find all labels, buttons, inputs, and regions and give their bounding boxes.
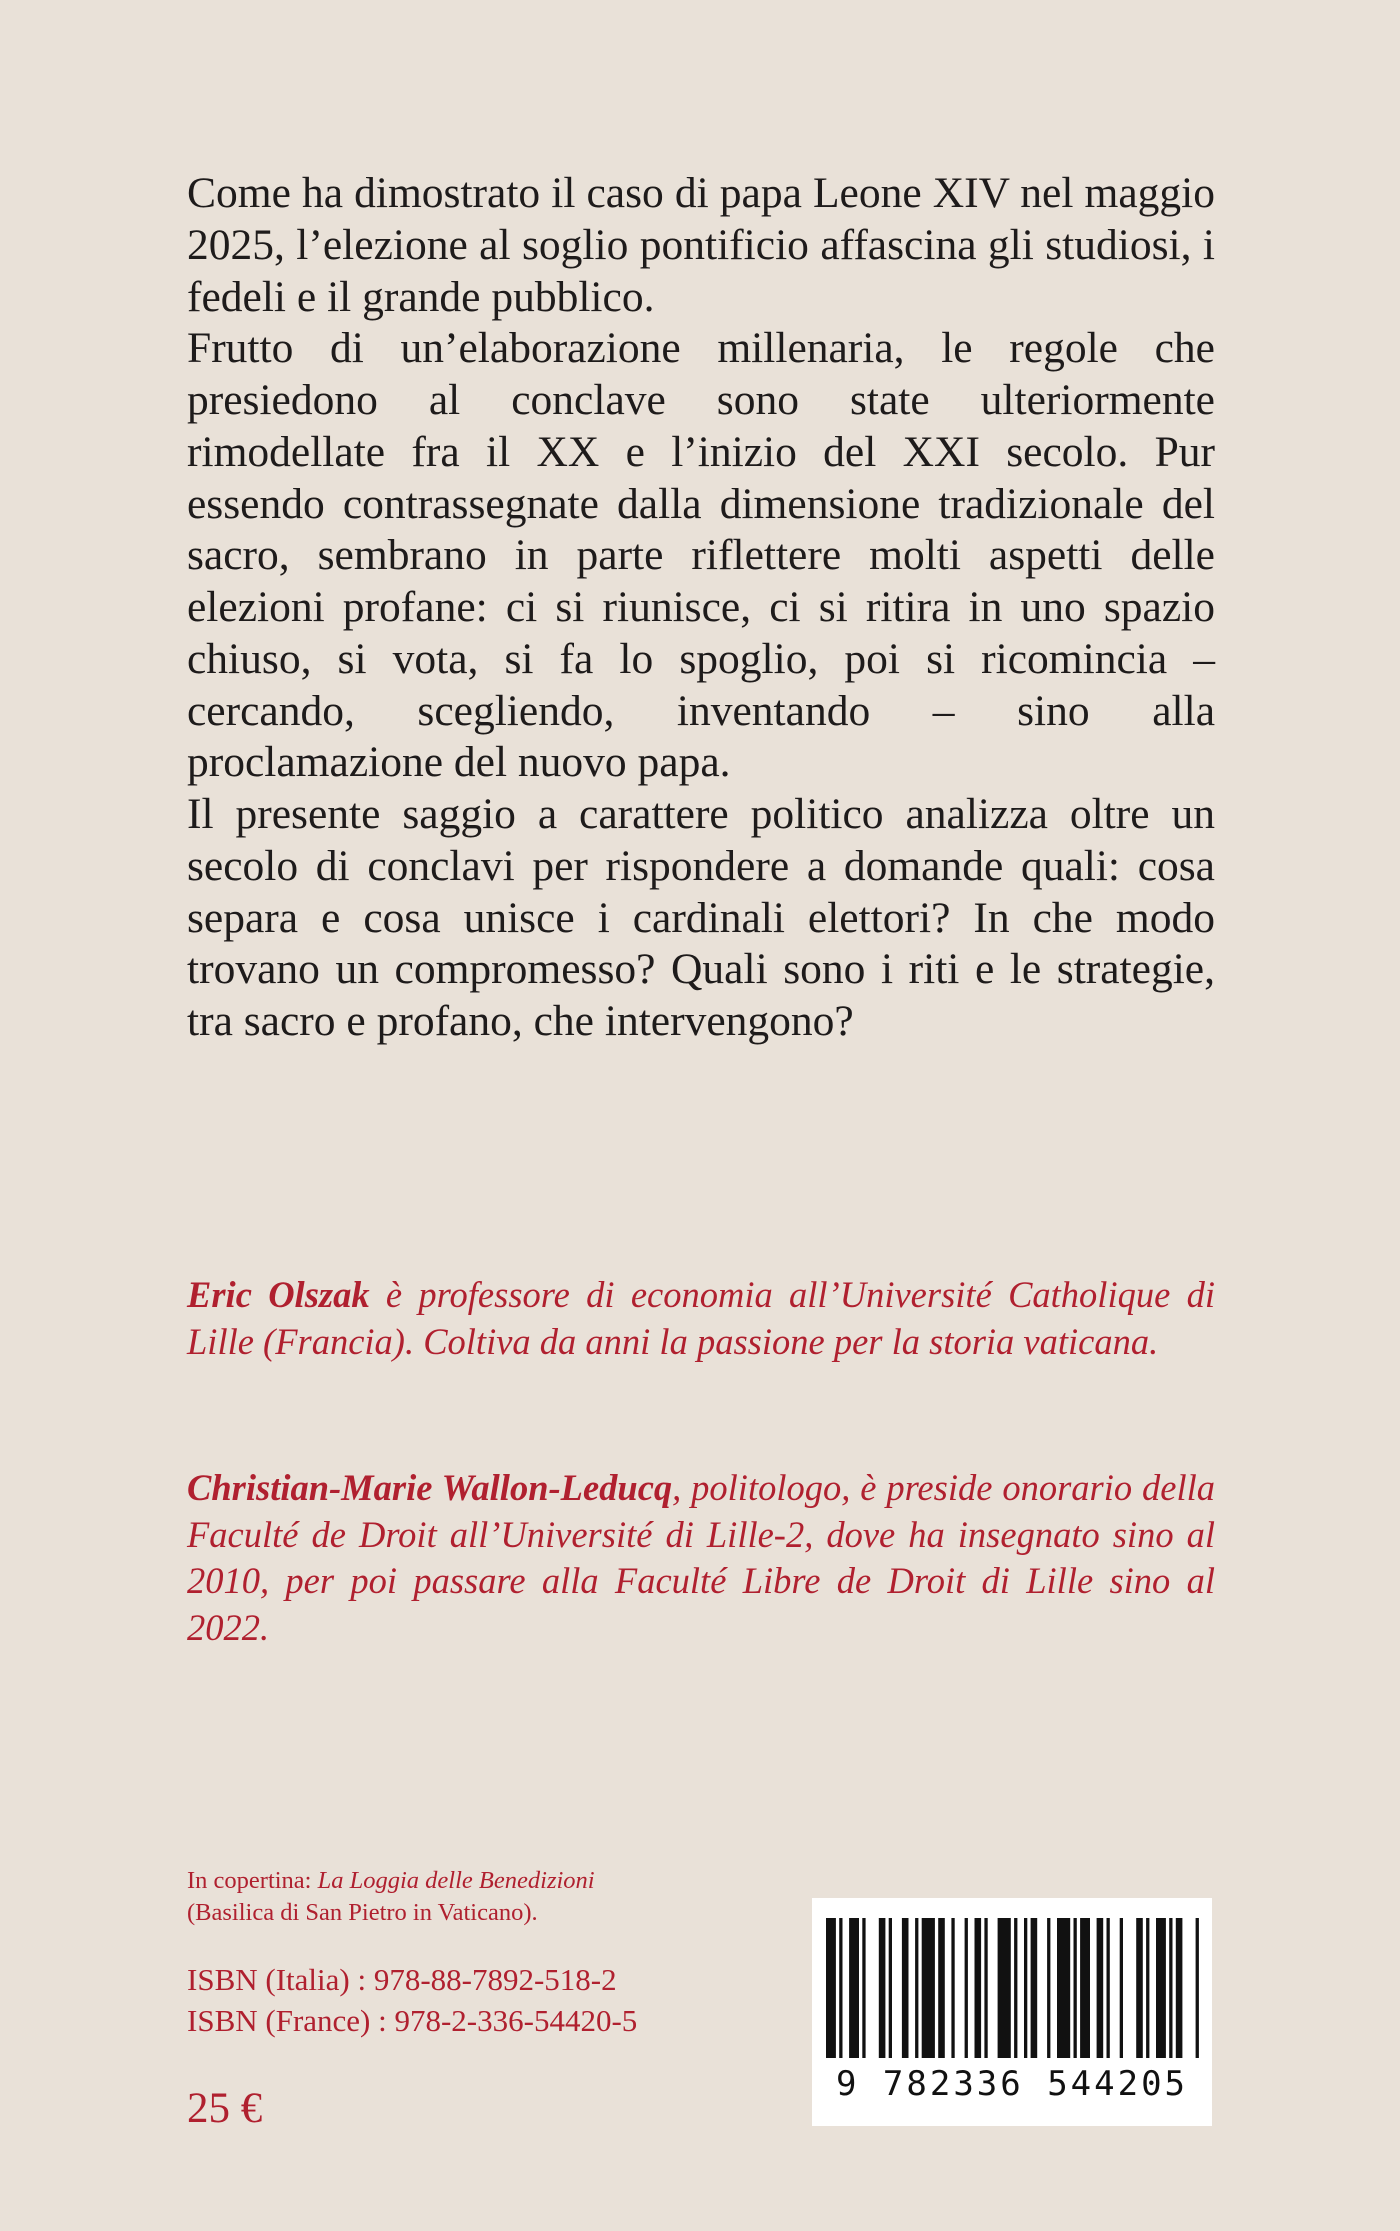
barcode-bar [1024,1918,1027,2058]
barcode [812,1898,1212,2126]
barcode-bar [889,1918,892,2058]
barcode-bar [1176,1918,1183,2058]
barcode-bar [1169,1918,1172,2058]
barcode-bar [1136,1918,1143,2058]
barcode-bar [1080,1918,1090,2058]
barcode-bar [849,1918,859,2058]
barcode-bar [839,1918,842,2058]
isbn-block [187,1960,637,2042]
author-bio-text-olszak: è professore di economia all’Université Catholique di Lille (Francia). Coltiva da anni la passione per la storia vaticana. [187,1274,1215,1362]
back-cover-blurb [187,168,1215,1048]
barcode-bar [1031,1918,1038,2058]
barcode-bar [965,1918,968,2058]
cover-credit-title: La Loggia delle Benedizioni [317,1867,595,1894]
barcode-bar [938,1918,945,2058]
author-name-wallon-leducq: Christian-Marie Wallon-Leducq [187,1467,673,1508]
barcode-bar [984,1918,987,2058]
blurb-paragraph-1: Come ha dimostrato il caso di papa Leone XIV nel maggio 2025, l’elezione al soglio pontificio affascina gli studiosi, i fedeli e il grande pubblico. [187,169,1215,321]
barcode-bar [1097,1918,1104,2058]
barcode-bar [1074,1918,1077,2058]
price: 25 € [187,2085,263,2132]
isbn-france: ISBN (France) : 978-2-336-54420-5 [187,2002,638,2038]
barcode-bar [915,1918,918,2058]
barcode-bar [1146,1918,1149,2058]
author-bio-olszak [187,1272,1215,1365]
author-name-olszak: Eric Olszak [187,1274,370,1315]
barcode-bar [998,1918,1011,2058]
blurb-paragraph-2: Frutto di un’elaborazione millenaria, le regole che presiedono al conclave sono state ulteriormente rimodellate fra il XX e l’inizio del XXI secolo. Pur essendo contrassegnate dalla dimensione tradizionale del sacro, sembrano in parte riflettere molti aspetti delle elezioni profane: ci si riunisce, ci si ritira in uno spazio chiuso, si vota, si fa lo spoglio, poi si ricomincia – cercando, scegliendo, inventando – sino alla proclamazione del nuovo papa. [187,324,1215,787]
barcode-bar [1014,1918,1017,2058]
barcode-bar [1107,1918,1110,2058]
barcode-bar [1057,1918,1070,2058]
author-bio-wallon-leducq [187,1465,1215,1652]
barcode-bar [879,1918,886,2058]
barcode-bar [902,1918,909,2058]
barcode-bar [975,1918,982,2058]
barcode-bar [1047,1918,1050,2058]
barcode-bar [826,1918,836,2058]
barcode-digits: 9 782336 544205 [835,2064,1189,2104]
barcode-bar [862,1918,865,2058]
cover-credit-prefix: In copertina: [187,1867,318,1894]
barcode-bar [951,1918,954,2058]
barcode-bar [1196,1918,1199,2058]
cover-credit [187,1865,595,1929]
author-bio-text-wallon-leducq: , politologo, è preside onorario della Faculté de Droit all’Université di Lille-2, dove ha insegnato sino al 2010, per poi passare alla Faculté Libre de Droit di Lille sino al 2022. [187,1467,1215,1649]
blurb-paragraph-3: Il presente saggio a carattere politico analizza oltre un secolo di conclavi per rispondere a domande quali: cosa separa e cosa unisce i cardinali elettori? In che modo trovano un compromesso? Quali sono i riti e le strategie, tra sacro e profano, che intervengono? [187,790,1215,1045]
isbn-italia: ISBN (Italia) : 978-88-7892-518-2 [187,1962,617,1997]
barcode-bar [922,1918,935,2058]
barcode-bar [1120,1918,1123,2058]
cover-credit-location: (Basilica di San Pietro in Vaticano). [187,1898,538,1926]
barcode-bar [1156,1918,1166,2058]
